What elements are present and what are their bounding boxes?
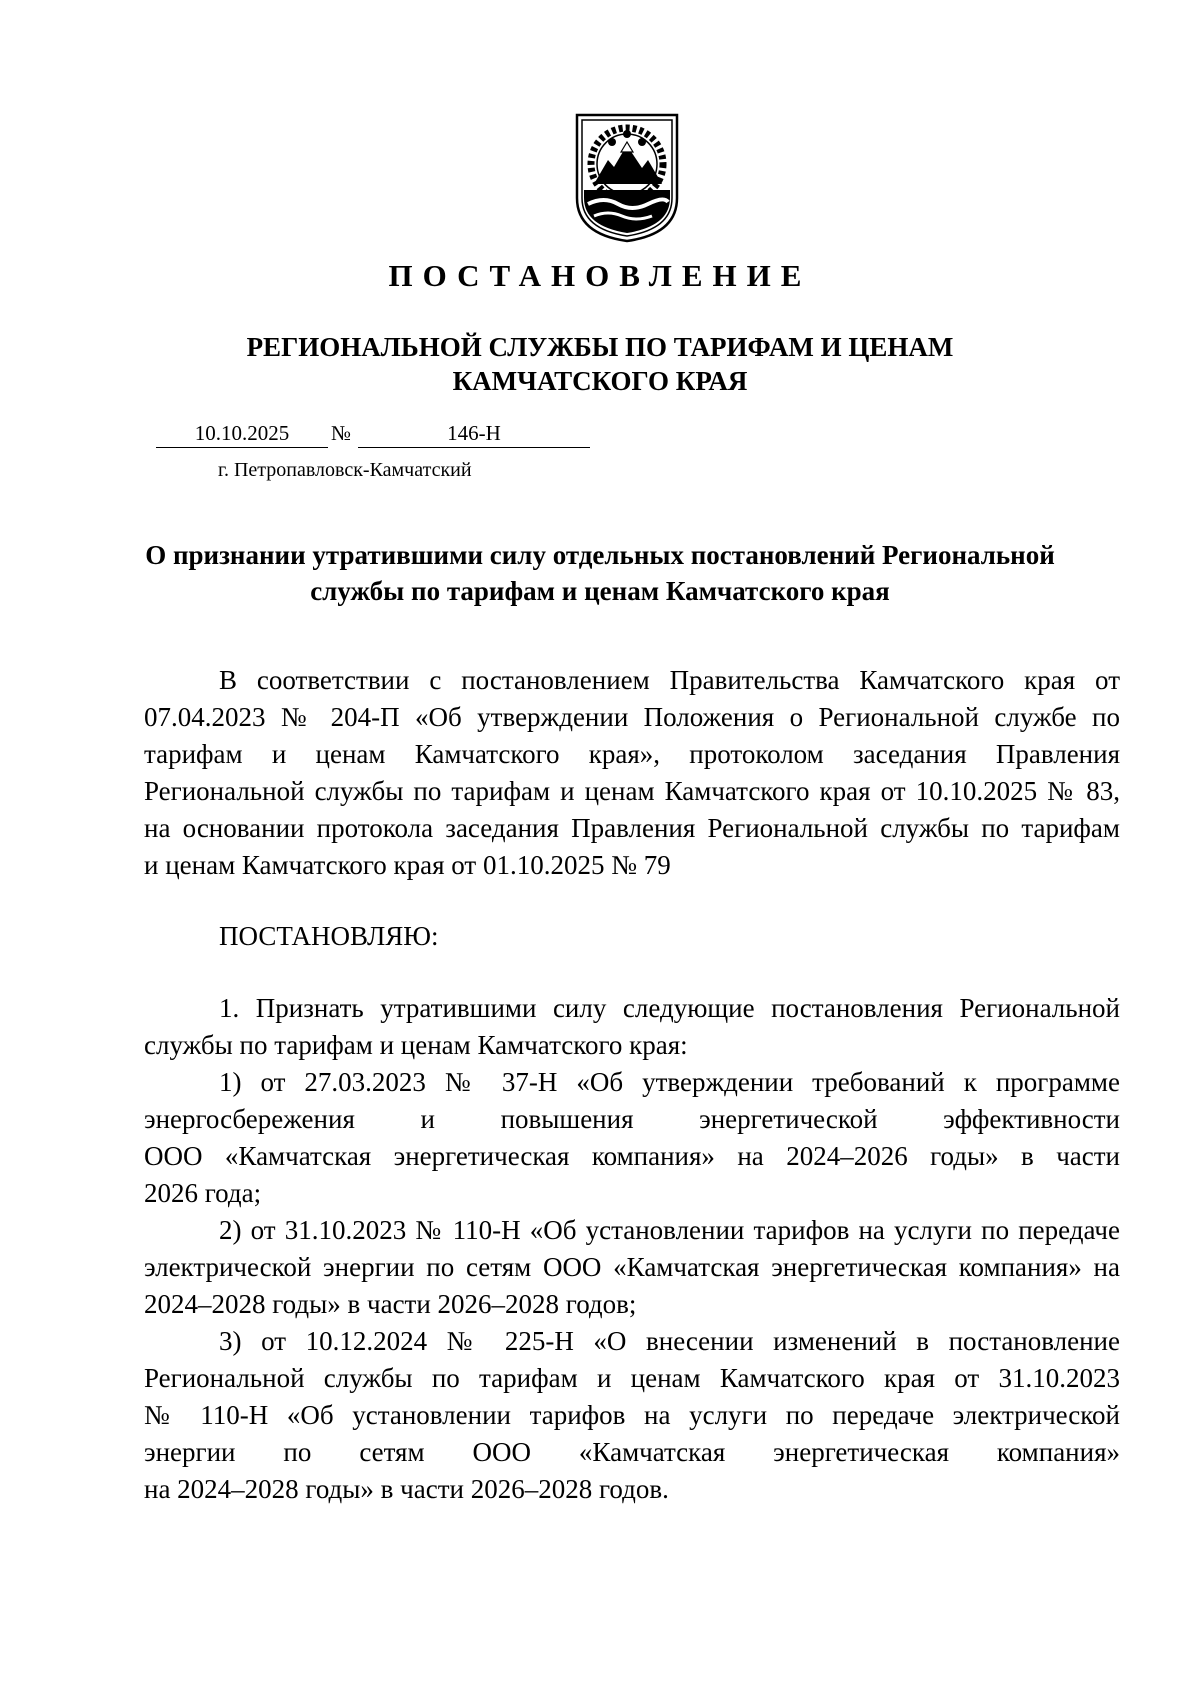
document-title-line2: службы по тарифам и ценам Камчатского края [310,576,890,606]
item1-line: энергосбережения и повышения энергетической эффективности [144,1104,1120,1134]
date-underline [156,447,328,448]
item2-line: электрической энергии по сетям ООО «Камчатская энергетическая компания» на [144,1252,1120,1282]
preamble-line: тарифам и ценам Камчатского края», протоколом заседания Правления [144,739,1120,769]
point-line: 1. Признать утратившими силу следующие постановления Региональной [219,993,1120,1023]
document-number: 146-Н [447,421,501,445]
document-date: 10.10.2025 [194,421,290,445]
number-underline [358,447,590,448]
coat-of-arms-emblem [574,112,680,244]
document-type: ПОСТАНОВЛЕНИЕ [388,258,812,293]
item2-line: 2) от 31.10.2023 № 110-Н «Об установлении тарифов на услуги по передаче [219,1215,1120,1245]
preamble-line: и ценам Камчатского края от 01.10.2025 № 79 [144,850,671,880]
item3-line: энергии по сетям ООО «Камчатская энергетическая компания» [144,1437,1120,1467]
item3-line: № 110-Н «Об установлении тарифов на услуги по передаче электрической [144,1400,1120,1430]
document-city: г. Петропавловск-Камчатский [218,459,472,481]
point-line: службы по тарифам и ценам Камчатского края: [144,1030,688,1060]
item1-line: 1) от 27.03.2023 № 37-Н «Об утверждении требований к программе [219,1067,1120,1097]
preamble-line: на основании протокола заседания Правления Региональной службы по тарифам [144,813,1120,843]
number-sign: № [331,421,352,445]
document-title-line1: О признании утратившими силу отдельных постановлений Региональной [145,540,1055,570]
preamble-line: В соответствии с постановлением Правительства Камчатского края от [219,665,1120,695]
authority-name-line2: КАМЧАТСКОГО КРАЯ [452,366,748,396]
item3-line: Региональной службы по тарифам и ценам Камчатского края от 31.10.2023 [144,1363,1120,1393]
resolve-heading: ПОСТАНОВЛЯЮ: [219,921,439,951]
preamble-line: Региональной службы по тарифам и ценам Камчатского края от 10.10.2025 № 83, [144,776,1120,806]
item3-line: 3) от 10.12.2024 № 225-Н «О внесении изменений в постановление [219,1326,1120,1356]
item2-line: 2024–2028 годы» в части 2026–2028 годов; [144,1289,637,1319]
preamble-line: 07.04.2023 № 204-П «Об утверждении Положения о Региональной службе по [144,702,1120,732]
authority-name-line1: РЕГИОНАЛЬНОЙ СЛУЖБЫ ПО ТАРИФАМ И ЦЕНАМ [246,332,954,362]
item3-line: на 2024–2028 годы» в части 2026–2028 годов. [144,1474,669,1504]
item1-line: ООО «Камчатская энергетическая компания» на 2024–2026 годы» в части [144,1141,1120,1171]
item1-line: 2026 года; [144,1178,262,1208]
